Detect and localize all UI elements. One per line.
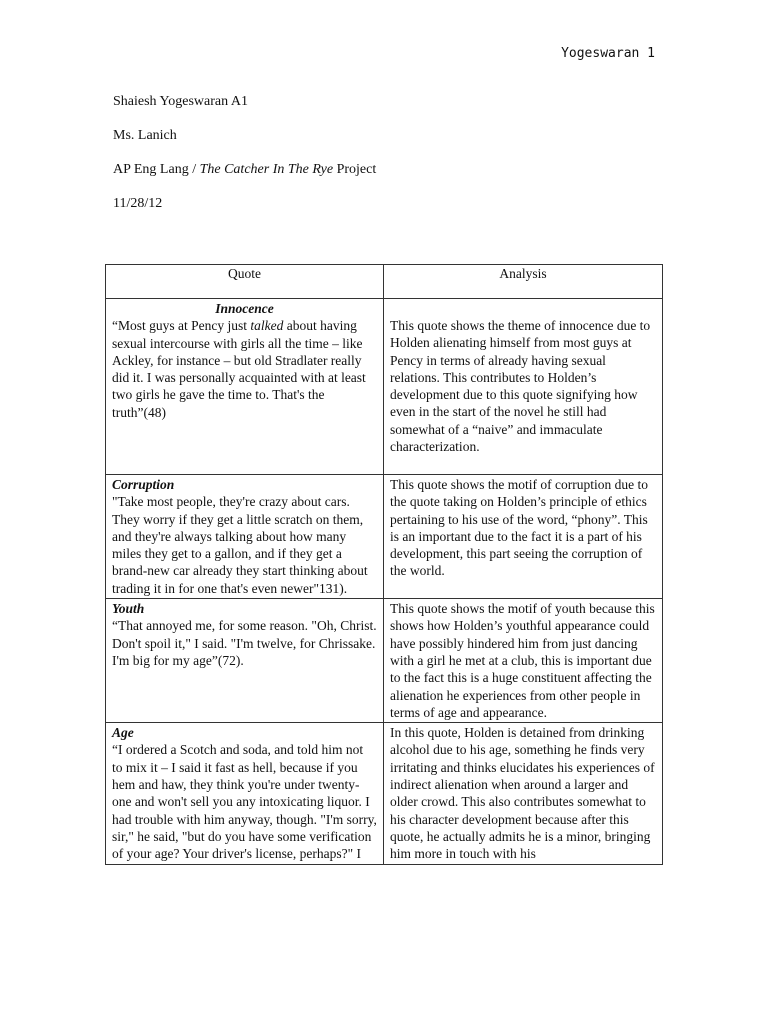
quote-cell xyxy=(106,299,384,475)
quote-cell xyxy=(106,723,384,864)
date: 11/28/12 xyxy=(113,196,163,211)
quote-text: “I ordered a Scotch and soda, and told him not to mix it – I said it fast as hell, because if you hem and haw, they think you're under twenty-one and won't sell you any intoxicating liquor. I had trouble with him anyway, though. "I'm sorry, sir," he said, "but do you have some verification of your age? Your driver's license, perhaps?" I xyxy=(112,742,377,862)
book-title: The Catcher In The Rye xyxy=(199,162,334,177)
table-row xyxy=(106,723,663,864)
quote-text: "Take most people, they're crazy about cars. They worry if they get a little scratch on them, and they're always talking about how many miles they get to a gallon, and if they get a brand-new car already they start thinking about trading it in for one that's even newer"131). xyxy=(112,494,368,596)
table-row xyxy=(106,475,663,599)
quote-part: “Most guys at Pency just xyxy=(112,318,251,334)
topic-label: Corruption xyxy=(112,477,175,492)
quote-text xyxy=(112,318,366,419)
course-prefix: AP Eng Lang / xyxy=(113,162,200,177)
quote-column-header: Quote xyxy=(106,265,384,299)
analysis-cell: This quote shows the motif of corruption due to the quote taking on Holden’s principle of ethics pertaining to his use of the word, “phony”. This is an important due to the fact it is a part of his development, this part seeing the corruption of the world. xyxy=(384,475,663,599)
student-name: Shaiesh Yogeswaran A1 xyxy=(113,94,248,109)
analysis-cell: This quote shows the motif of youth because this shows how Holden’s youthful appearance could have possibly hindered him from just dancing with a girl he met at a club, this is important due to the fact this is a huge constituent affecting the alienation he experiences from other people in terms of age and appearance. xyxy=(384,599,663,723)
table-row xyxy=(106,599,663,723)
topic-label: Age xyxy=(112,725,134,741)
table-header-row xyxy=(106,265,663,299)
analysis-cell: This quote shows the theme of innocence due to Holden alienating himself from most guys at Pency in terms of already having sexual relations. This contributes to Holden’s development due to this quote signifying how even in the start of the novel he still had somewhat of a “naive” and immaculate characterization. xyxy=(384,299,663,475)
course-line xyxy=(113,162,376,178)
quote-analysis-table xyxy=(105,264,663,865)
quote-cell xyxy=(106,599,384,723)
quote-cell xyxy=(106,475,384,599)
quote-emphasis: talked xyxy=(250,318,284,334)
quote-text: “That annoyed me, for some reason. "Oh, Christ. Don't spoil it," I said. "I'm twelve, for Chrissake. I'm big for my age”(72). xyxy=(112,618,377,668)
topic-label: Innocence xyxy=(215,301,274,316)
table-row xyxy=(106,299,663,475)
quote-part: about having sexual intercourse with girls all the time – like Ackley, for instance – but old Stradlater really did it. I was personally acquainted with at least two girls he gave the time to. That's the truth”(48) xyxy=(112,318,366,420)
course-suffix: Project xyxy=(333,162,377,177)
topic-label: Youth xyxy=(112,601,145,617)
running-head: Yogeswaran 1 xyxy=(561,46,655,61)
analysis-cell: In this quote, Holden is detained from drinking alcohol due to his age, something he finds very irritating and thinks elucidates his experiences of indirect alienation when around a larger and older crowd. This also contributes somewhat to his character development because after this quote, he actually admits he is a minor, bringing him more in touch with his xyxy=(384,723,663,864)
teacher-name: Ms. Lanich xyxy=(113,128,177,143)
analysis-column-header: Analysis xyxy=(384,265,663,299)
